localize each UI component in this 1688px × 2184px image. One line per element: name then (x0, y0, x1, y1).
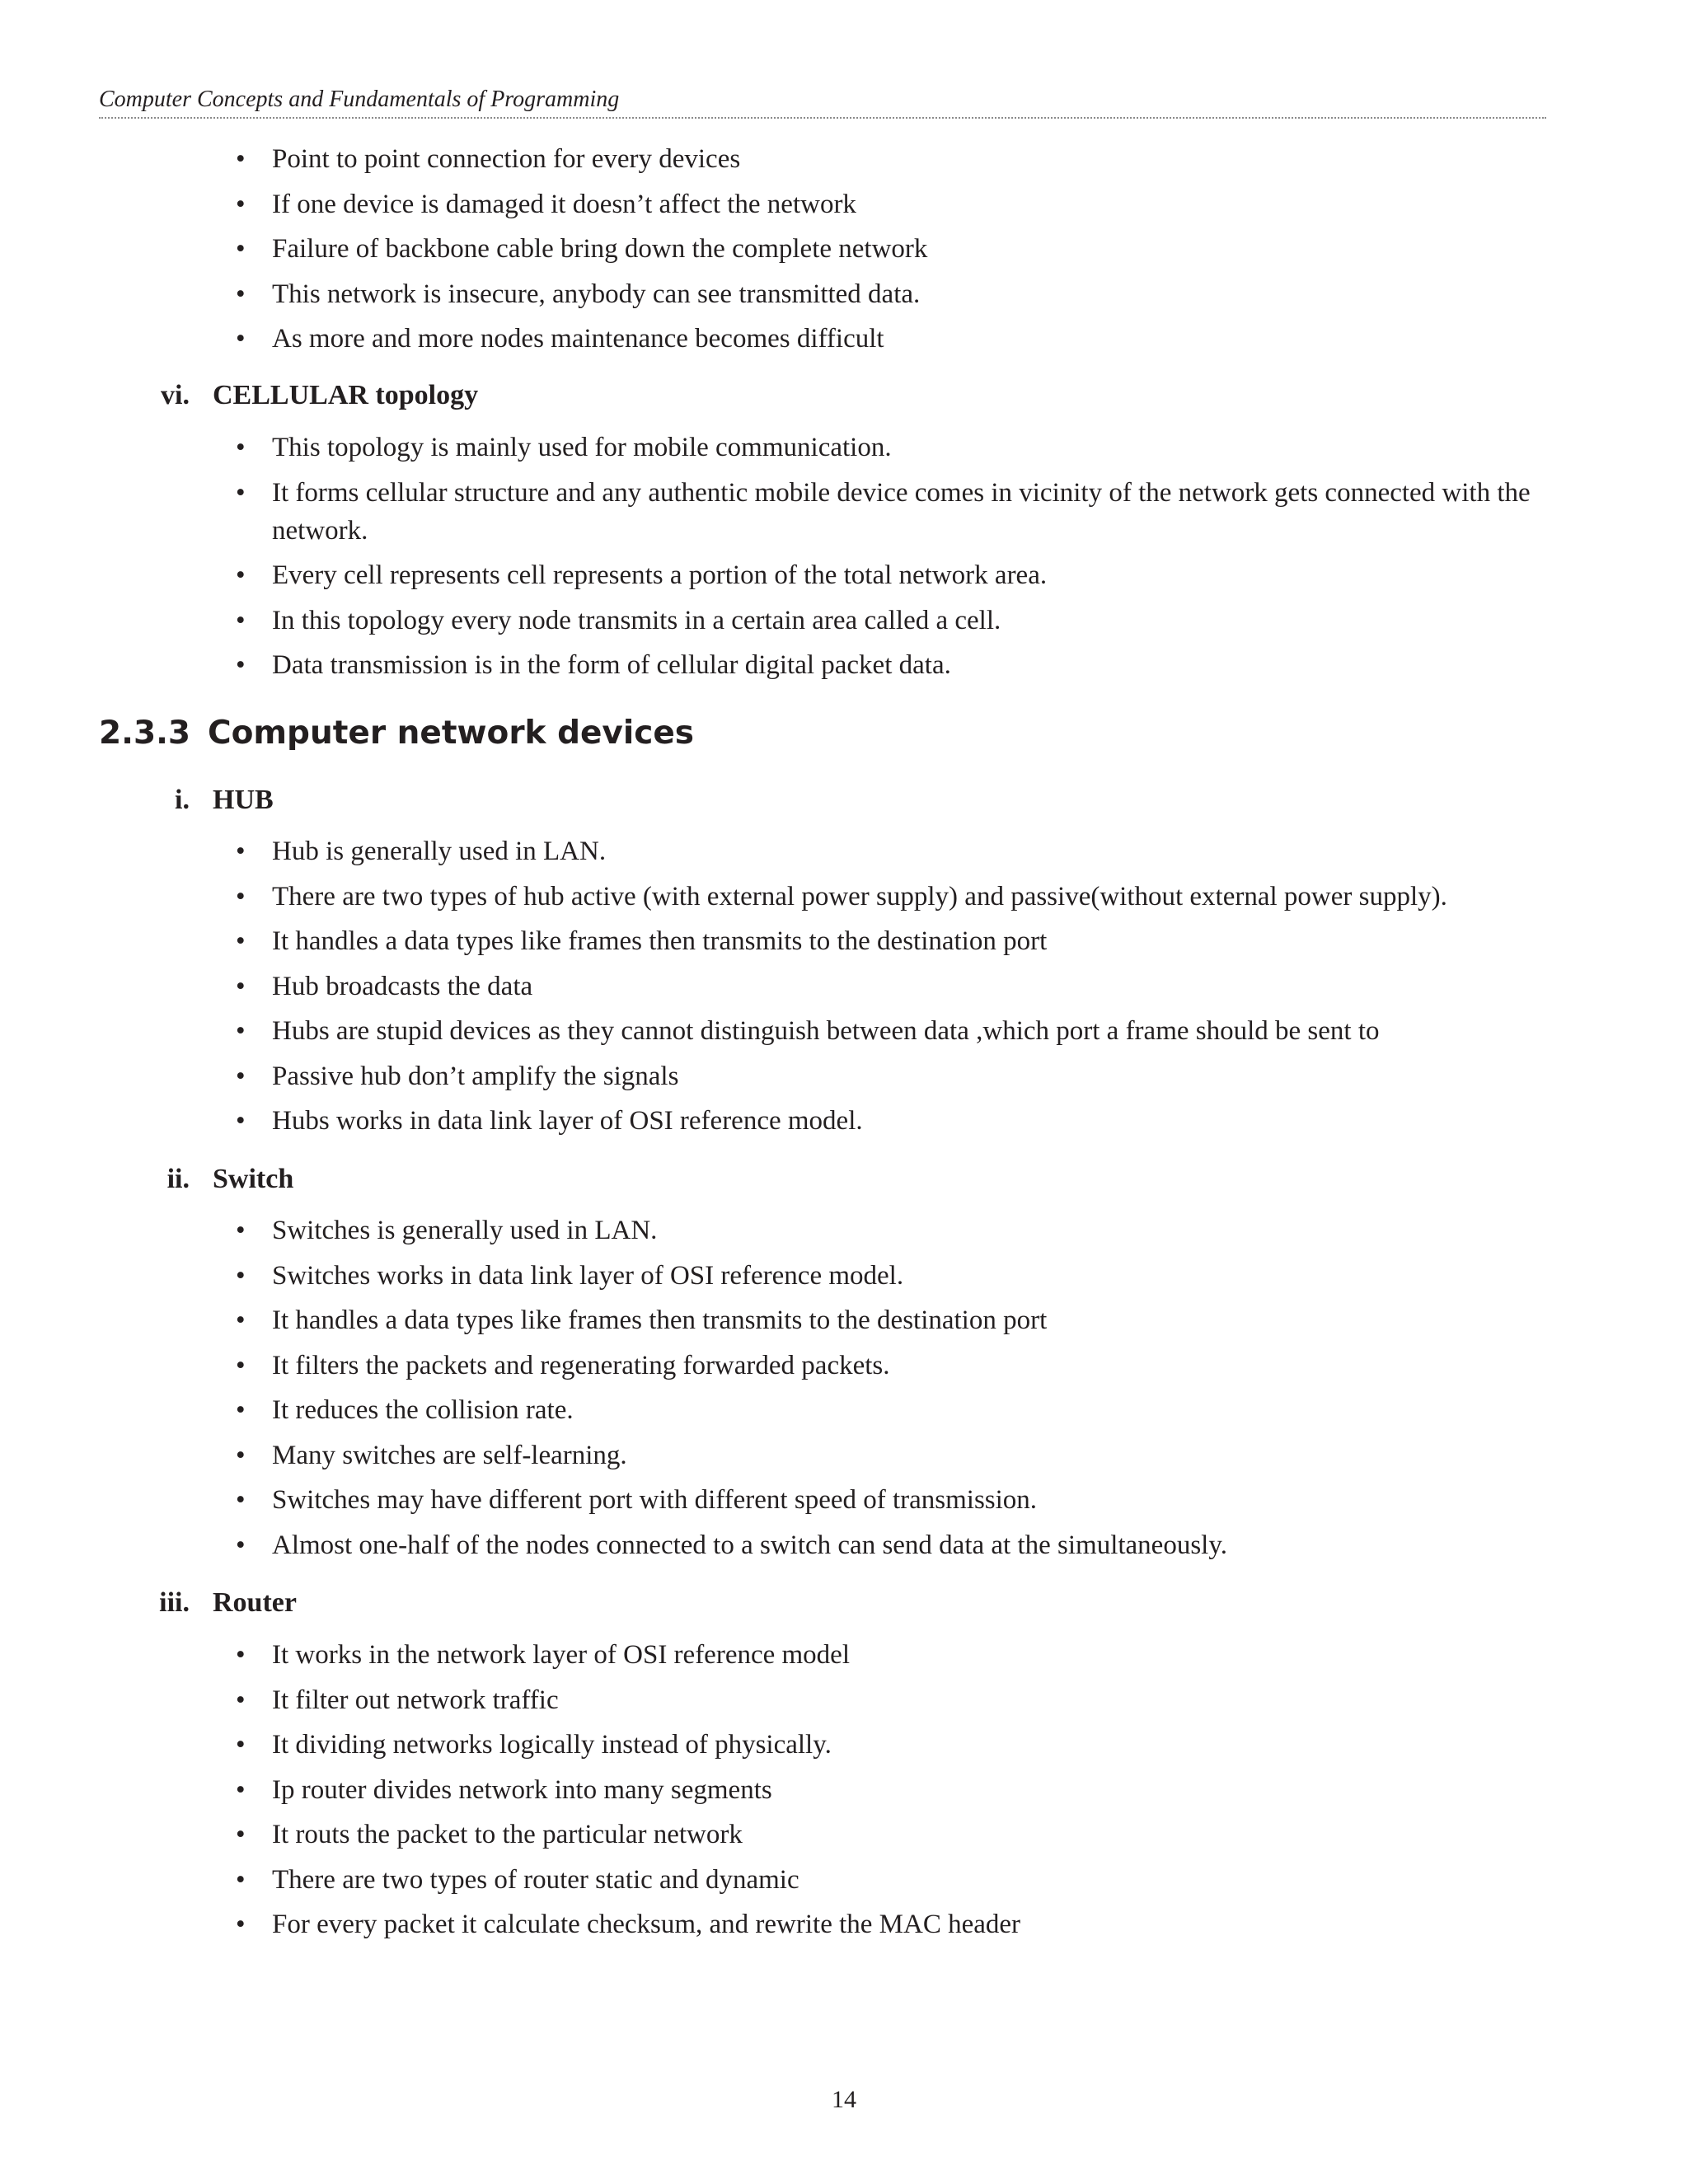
list-item: • In this topology every node transmits in a certain area called a cell. (0, 602, 1688, 640)
list-item: • It forms cellular structure and any authentic mobile device comes in vicinity of the network gets connected with the network. (0, 474, 1688, 550)
list-item: • Many switches are self-learning. (0, 1436, 1688, 1474)
list-item: • Hubs are stupid devices as they cannot distinguish between data ,which port a frame should be sent to (0, 1012, 1688, 1050)
list-item: • Hubs works in data link layer of OSI reference model. (0, 1102, 1688, 1140)
list-item: • This topology is mainly used for mobile communication. (0, 429, 1688, 466)
list-item: • There are two types of router static and dynamic (0, 1861, 1688, 1899)
list-item: • This network is insecure, anybody can see transmitted data. (0, 275, 1688, 313)
subheading-title: Router (213, 1587, 297, 1618)
list-item: • Point to point connection for every devices (0, 140, 1688, 178)
section-title: Computer network devices (208, 715, 695, 752)
list-item: • Almost one-half of the nodes connected to a switch can send data at the simultaneously. (0, 1526, 1688, 1564)
list-item: • It dividing networks logically instead of physically. (0, 1726, 1688, 1764)
list-item: • If one device is damaged it doesn’t affect the network (0, 185, 1688, 223)
section-number: 2.3.3 (99, 715, 191, 752)
router-list (0, 1636, 1688, 1951)
list-item: • It filter out network traffic (0, 1681, 1688, 1719)
list-item: • Ip router divides network into many segments (0, 1771, 1688, 1809)
list-item: • Hub broadcasts the data (0, 968, 1688, 1005)
subheading-number: iii. (159, 1587, 190, 1618)
list-item: • It handles a data types like frames then transmits to the destination port (0, 1301, 1688, 1339)
switch-list (0, 1212, 1688, 1571)
subheading-title: Switch (213, 1164, 294, 1194)
list-item: • It works in the network layer of OSI reference model (0, 1636, 1688, 1674)
subheading-number: ii. (166, 1164, 190, 1194)
subheading-title: CELLULAR topology (213, 380, 479, 410)
list-item: • It routs the packet to the particular network (0, 1816, 1688, 1854)
page-number: 14 (832, 2086, 856, 2113)
list-item: • Data transmission is in the form of cellular digital packet data. (0, 646, 1688, 684)
topology-continuation-list (0, 140, 1688, 365)
list-item: • It handles a data types like frames then transmits to the destination port (0, 922, 1688, 960)
list-item: • It filters the packets and regenerating forwarded packets. (0, 1347, 1688, 1385)
section-heading (99, 712, 694, 755)
list-item: • It reduces the collision rate. (0, 1391, 1688, 1429)
cellular-topology-list (0, 429, 1688, 691)
list-item: • Failure of backbone cable bring down the complete network (0, 230, 1688, 268)
hub-list (0, 832, 1688, 1147)
list-item: • Switches is generally used in LAN. (0, 1212, 1688, 1249)
running-header: Computer Concepts and Fundamentals of Programming (99, 86, 1546, 119)
list-item: • For every packet it calculate checksum, and rewrite the MAC header (0, 1905, 1688, 1943)
list-item: • Switches works in data link layer of OSI reference model. (0, 1257, 1688, 1295)
subheading-title: HUB (213, 785, 274, 815)
list-item: • Switches may have different port with different speed of transmission. (0, 1481, 1688, 1519)
list-item: • There are two types of hub active (with external power supply) and passive(without external power supply). (0, 878, 1688, 916)
list-item: • Hub is generally used in LAN. (0, 832, 1688, 870)
list-item: • Every cell represents cell represents a portion of the total network area. (0, 556, 1688, 594)
list-item: • Passive hub don’t amplify the signals (0, 1057, 1688, 1095)
subheading-number: i. (175, 785, 190, 815)
subheading-number: vi. (161, 380, 190, 410)
list-item: • As more and more nodes maintenance becomes difficult (0, 320, 1688, 358)
